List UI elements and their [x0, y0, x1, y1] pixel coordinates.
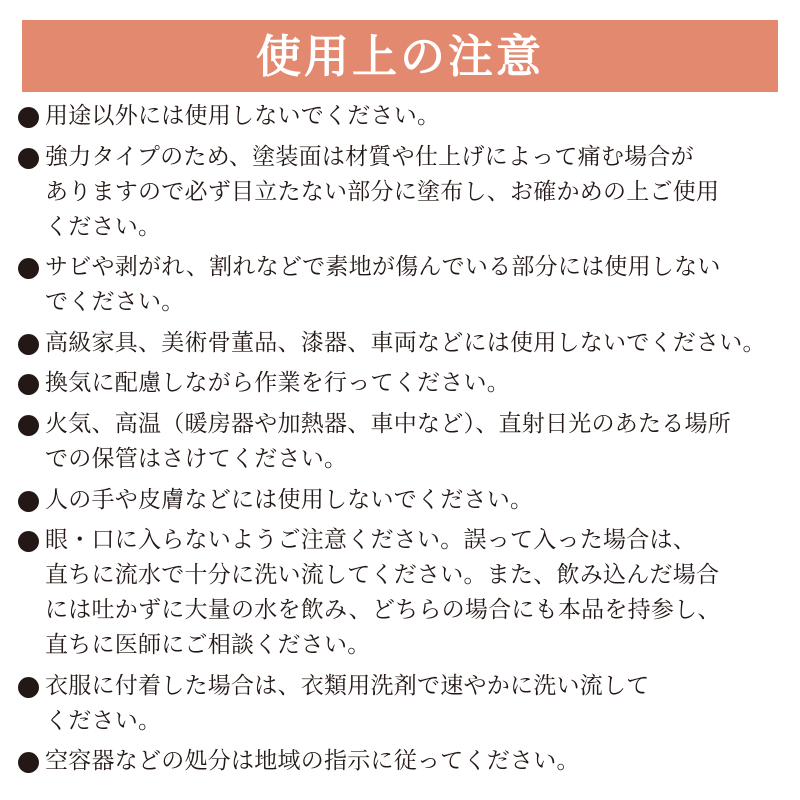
- notice-item: [18, 523, 784, 663]
- bullet-icon: [18, 334, 39, 355]
- notice-item: [18, 407, 784, 477]
- title-banner: [22, 20, 778, 92]
- bullet-icon: [18, 415, 39, 436]
- notice-text: サビや剥がれ、割れなどで素地が傷んでいる部分には使用しない でください。: [45, 254, 721, 316]
- bullet-icon: [18, 531, 39, 552]
- notice-text: 眼・口に入らないようご注意ください。誤って入った場合は、 直ちに流水で十分に洗い流してください。また、飲み込んだ場合 には吐かずに大量の水を飲み、どちらの場合にも本品を持参し、 直ちに医師にご相談ください。: [45, 527, 721, 659]
- notice-list: [18, 99, 784, 785]
- notice-text: 換気に配慮しながら作業を行ってください。: [45, 370, 510, 397]
- bullet-icon: [18, 677, 39, 698]
- bullet-icon: [18, 258, 39, 279]
- notice-text: 人の手や皮膚などには使用しないでください。: [45, 486, 534, 513]
- notice-item: [18, 99, 784, 134]
- bullet-icon: [18, 107, 39, 128]
- page-title: 使用上の注意: [255, 29, 544, 83]
- notice-text: 衣服に付着した場合は、衣類用洗剤で速やかに洗い流して ください。: [45, 672, 650, 734]
- bullet-icon: [18, 148, 39, 169]
- notice-text: 高級家具、美術骨董品、漆器、車両などには使用しないでください。: [45, 329, 766, 356]
- bullet-icon: [18, 491, 39, 512]
- notice-text: 火気、高温（暖房器や加熱器、車中など）、直射日光のあたる場所 での保管はさけてください。: [45, 410, 731, 472]
- notice-item: [18, 326, 784, 361]
- bullet-icon: [18, 374, 39, 395]
- notice-item: [18, 140, 784, 245]
- notice-text: 空容器などの処分は地域の指示に従ってください。: [45, 748, 580, 775]
- notice-text: 強力タイプのため、塗装面は材質や仕上げによって痛む場合が ありますので必ず目立たない部分に塗布し、お確かめの上ご使用 ください。: [45, 143, 720, 240]
- notice-text: 用途以外には使用しないでください。: [45, 103, 441, 129]
- notice-item: [18, 366, 784, 401]
- notice-item: [18, 483, 784, 518]
- notice-item: [18, 250, 784, 320]
- notice-item: [18, 744, 784, 779]
- notice-item: [18, 669, 784, 739]
- bullet-icon: [18, 752, 39, 773]
